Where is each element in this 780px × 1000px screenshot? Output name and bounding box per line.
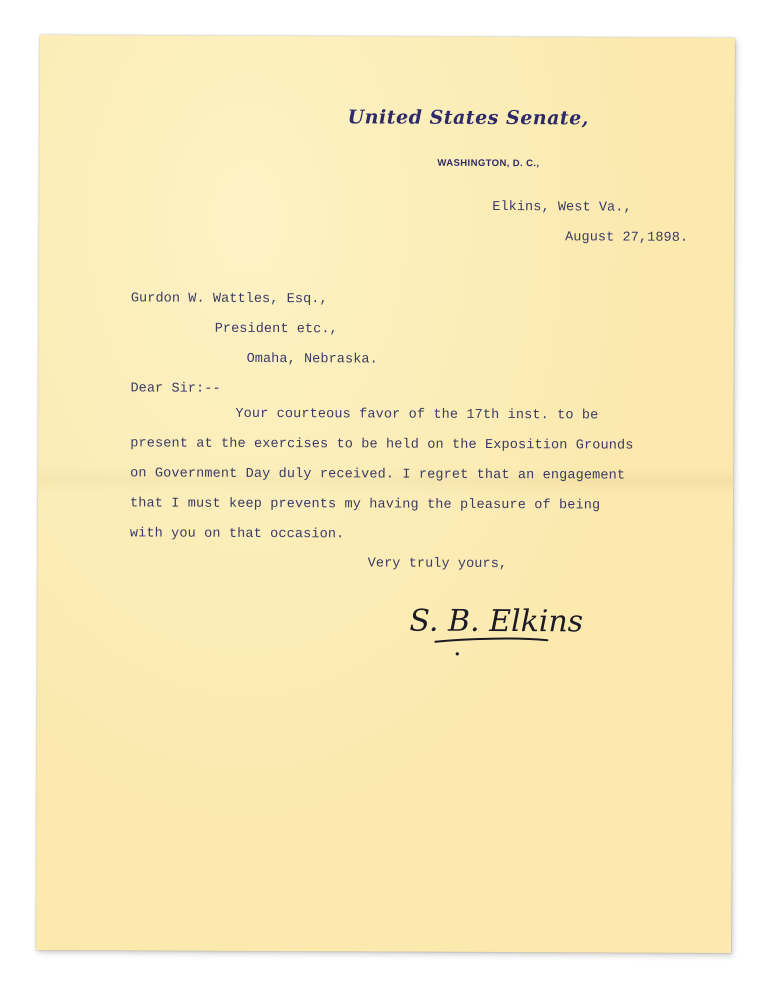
recipient-title: President etc., — [214, 321, 338, 338]
ink-dot — [456, 652, 459, 655]
body-line: present at the exercises to be held on the Exposition Grounds — [130, 436, 634, 454]
letterhead-city: WASHINGTON, D. C., — [437, 157, 540, 170]
body-line: Your courteous favor of the 17th inst. to be — [235, 406, 599, 424]
salutation: Dear Sir:-- — [130, 381, 221, 397]
closing: Very truly yours, — [367, 556, 508, 573]
letter-sheet — [36, 35, 735, 953]
recipient-name: Gurdon W. Wattles, Esq., — [130, 291, 328, 308]
signature — [405, 597, 585, 658]
signature-text: S. B. Elkins — [409, 603, 584, 640]
body-line: that I must keep prevents my having the pleasure of being — [129, 496, 601, 514]
letter-place: Elkins, West Va., — [492, 199, 632, 216]
body-line: on Government Day duly received. I regret that an engagement — [130, 466, 626, 484]
signature-underline — [435, 638, 547, 642]
body-line: with you on that occasion. — [129, 526, 345, 543]
recipient-location: Omaha, Nebraska. — [246, 351, 378, 368]
letterhead-title: United States Senate, — [347, 106, 589, 130]
letter-date: August 27,1898. — [565, 230, 689, 246]
